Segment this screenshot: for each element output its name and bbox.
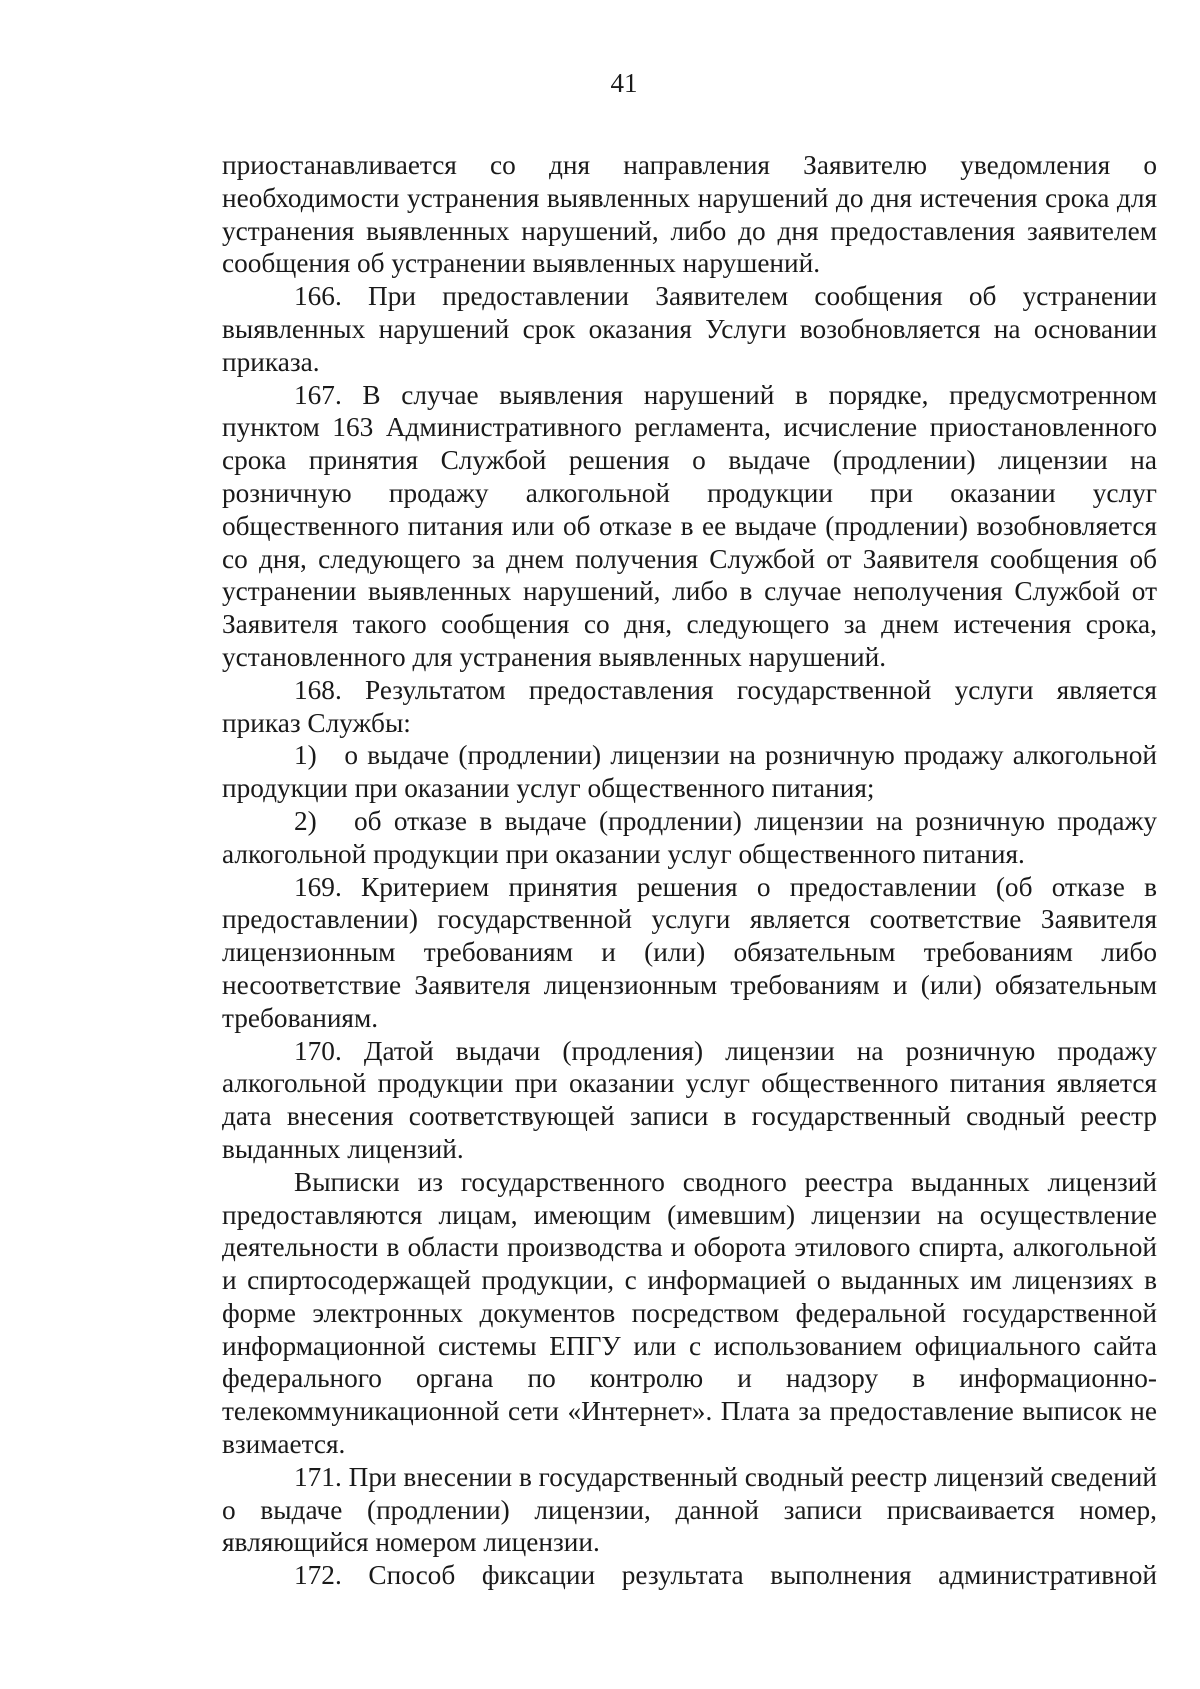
paragraph-166: 166. При предоставлении Заявителем сообщения об устранении выявленных нарушений срок оказания Услуги возобновляется на основании приказа.: [222, 281, 1157, 377]
paragraph-continuation: приостанавливается со дня направления Заявителю уведомления о необходимости устранения выявленных нарушений до дня истечения срока для устранения выявленных нарушений, либо до дня предоставления заявителем сообщения об устранении выявленных нарушений.: [222, 150, 1157, 279]
paragraph-168-item-1: 1) о выдаче (продлении) лицензии на розничную продажу алкогольной продукции при оказании услуг общественного питания;: [222, 740, 1164, 804]
paragraph-168-item-2: 2) об отказе в выдаче (продлении) лицензии на розничную продажу алкогольной продукции при оказании услуг общественного питания.: [222, 805, 1164, 869]
paragraph-169: 169. Критерием принятия решения о предоставлении (об отказе в предоставлении) государственной услуги является соответствие Заявителя лицензионным требованиям и (или) обязательным требованиям либо несоответствие Заявителя лицензионным требованиям и (или) обязательным требованиям.: [222, 871, 1157, 1033]
paragraph-171: 171. При внесении в государственный сводный реестр лицензий сведений о выдаче (продлении) лицензии, данной записи присваивается номер, являющийся номером лицензии.: [222, 1461, 1157, 1558]
paragraph-170: 170. Датой выдачи (продления) лицензии на розничную продажу алкогольной продукции при оказании услуг общественного питания является дата внесения соответствующей записи в государственный сводный реестр выданных лицензий.: [222, 1035, 1157, 1164]
paragraph-168: 168. Результатом предоставления государственной услуги является приказ Службы:: [222, 674, 1157, 738]
paragraph-172: 172. Способ фиксации результата выполнения административной: [294, 1560, 1157, 1591]
page-number: 41: [610, 68, 638, 98]
document-body: [222, 149, 1164, 1592]
paragraph-167: 167. В случае выявления нарушений в порядке, предусмотренном пунктом 163 Административного регламента, исчисление приостановленного срока принятия Службой решения о выдаче (продлении) лицензии на розничную продажу алкогольной продукции при оказании услуг общественного питания или об отказе в ее выдаче (продлении) возобновляется со дня, следующего за днем получения Службой от Заявителя сообщения об устранении выявленных нарушений, либо в случае неполучения Службой от Заявителя такого сообщения со дня, следующего за днем истечения срока, установленного для устранения выявленных нарушений.: [222, 379, 1157, 672]
paragraph-170-extracts: Выписки из государственного сводного реестра выданных лицензий предоставляются лицам, имеющим (имевшим) лицензии на осуществление деятельности в области производства и оборота этилового спирта, алкогольной и спиртосодержащей продукции, с информацией о выданных им лицензиях в форме электронных документов посредством федеральной государственной информационной системы ЕПГУ или с использованием официального сайта федерального органа по контролю и надзору в информационно-телекоммуникационной сети «Интернет». Плата за предоставление выписок не взимается.: [222, 1166, 1157, 1460]
